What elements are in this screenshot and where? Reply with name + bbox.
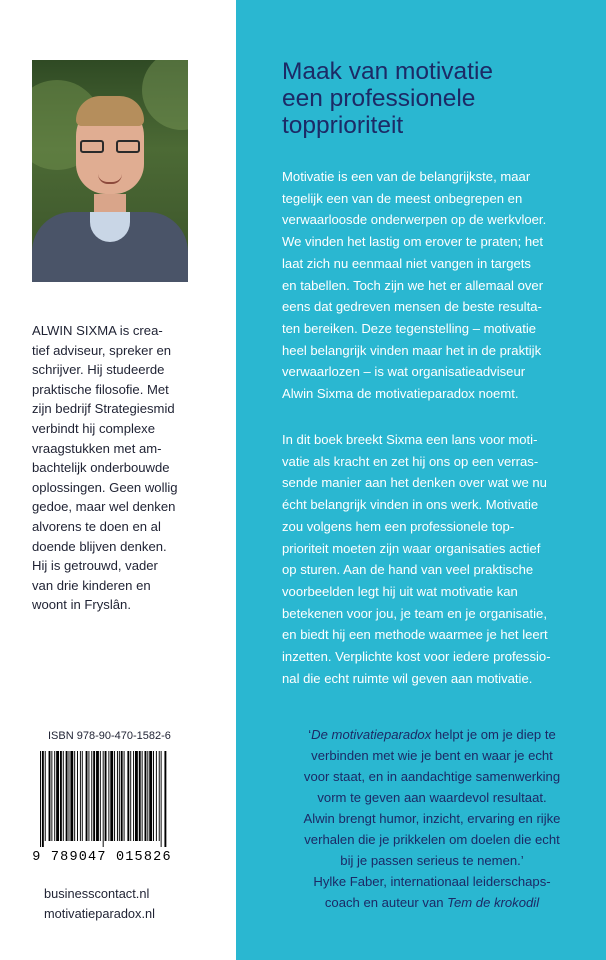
bio-line: schrijver. Hij studeerde: [32, 362, 165, 378]
bio-line: Hij is getrouwd, vader: [32, 558, 158, 574]
barcode-bar: [159, 751, 160, 841]
blurb-line: inzetten. Verplichte kost voor iedere professio-: [282, 649, 551, 665]
barcode-bar: [130, 751, 131, 841]
bio-line: verbindt hij complexe: [32, 420, 155, 436]
barcode-bar: [103, 751, 104, 847]
websites: [44, 884, 155, 924]
author-photo: [32, 60, 188, 282]
barcode-bar: [60, 751, 62, 841]
bio-line: oplossingen. Geen wollig: [32, 479, 178, 495]
barcode-bar: [110, 751, 113, 841]
barcode-bar: [108, 751, 109, 841]
bio-line: ALWIN SIXMA is crea-: [32, 323, 163, 338]
title-line: topprioriteit: [282, 112, 404, 139]
barcode-bar: [135, 751, 138, 841]
barcode-bar: [77, 751, 78, 841]
title-line: een professionele: [282, 85, 476, 112]
blurb-line: ten bereiken. Deze tegenstelling – motivatie: [282, 320, 537, 336]
blurb-line: zou volgens hem een professionele top-: [282, 518, 515, 534]
quote-line: verhalen die je prikkelen om doelen die echt: [304, 832, 560, 847]
barcode-bar: [149, 751, 152, 841]
barcode-bar: [119, 751, 120, 841]
barcode-bar: [114, 751, 115, 841]
blurb-line: prioriteit moeten zijn waar organisaties actief: [282, 540, 541, 556]
barcode-bar: [93, 751, 95, 841]
barcode-bar: [56, 751, 59, 841]
bio-line: tief adviseur, spreker en: [32, 342, 172, 358]
barcode-bar: [40, 751, 41, 847]
blurb-line: Motivatie is een van de belangrijkste, maar: [282, 169, 531, 184]
quote-line: vorm te geven aan waardevol resultaat.: [317, 790, 547, 805]
blurb-line: sende manier aan het denken over wat we nu: [282, 475, 547, 491]
quote-line: bij je passen serieus te nemen.’: [340, 853, 524, 868]
quote-line: [282, 724, 582, 745]
barcode-bar: [147, 751, 148, 841]
barcode-bar: [54, 751, 55, 841]
barcode: [32, 749, 172, 863]
bio-line: praktische filosofie. Met: [32, 381, 169, 397]
barcode-bar: [133, 751, 134, 841]
barcode-bar: [66, 751, 68, 841]
quote-attribution: Hylke Faber, internationaal leiderschaps-: [313, 874, 551, 889]
barcode-bar: [63, 751, 64, 841]
barcode-bar: [49, 751, 51, 841]
bio-line: alvorens te doen en al: [32, 518, 161, 534]
bio-line: zijn bedrijf Strategiesmid: [32, 401, 175, 417]
attribution-prefix: coach en auteur van: [324, 895, 448, 910]
blurb-line: verwaarlozen – is wat organisatieadviseur: [282, 364, 526, 380]
blurb-line: verwaarloosde onderwerpen op de werkvloer.: [282, 212, 547, 228]
barcode-bar: [74, 751, 75, 841]
blurb-paragraph-2: [282, 429, 582, 689]
barcode-bar: [164, 751, 166, 847]
barcode-bar: [127, 751, 129, 841]
website-link[interactable]: motivatieparadox.nl: [44, 906, 155, 921]
quote-attribution: [282, 892, 582, 913]
barcode-digits: 9 789047 015826: [32, 850, 172, 863]
barcode-bar: [45, 751, 46, 841]
blurb-line: en biedt hij een methode waarmee je het leert: [282, 627, 548, 643]
attribution-book-title: Tem de krokodil: [447, 895, 540, 910]
bio-line: gedoe, maar wel denken: [32, 499, 176, 515]
blurb-line: voorbeelden legt hij uit wat motivatie kan: [282, 583, 518, 599]
back-cover-left-panel: [0, 0, 236, 960]
blurb-line: laat zich nu eenmaal niet vangen in targets: [282, 255, 531, 271]
website-link[interactable]: businesscontact.nl: [44, 886, 150, 901]
bio-line: bachtelijk onderbouwde: [32, 460, 170, 476]
blurb-line: vatie als kracht en zet hij ons op een verras-: [282, 453, 539, 469]
quote-line: Alwin brengt humor, inzicht, ervaring en rijke: [303, 811, 561, 826]
blurb-line: op sturen. Aan de hand van veel praktische: [282, 562, 534, 578]
blurb-line: heel belangrijk vinden maar het in de praktijk: [282, 342, 542, 358]
barcode-bar: [145, 751, 147, 841]
author-bio: [32, 321, 202, 615]
barcode-bar: [91, 751, 92, 841]
blurb-line: en tabellen. Toch zijn we het er allemaal over: [282, 277, 544, 293]
blurb-line: Alwin Sixma de motivatieparadox noemt.: [282, 386, 519, 402]
barcode-bar: [51, 751, 52, 841]
quote-line: voor staat, en in aandachtige samenwerking: [303, 769, 561, 784]
barcode-bar: [82, 751, 83, 841]
barcode-bar: [117, 751, 118, 841]
blurb-line: betekenen voor jou, je team en je organisatie,: [282, 605, 547, 621]
bio-line: vraagstukken met am-: [32, 440, 162, 456]
blurb-line: eens dat gedreven mensen de beste resulta-: [282, 299, 542, 315]
bio-line: doende blijven denken.: [32, 538, 167, 554]
blurb-line: écht belangrijk vinden in ons werk. Motivatie: [282, 497, 539, 513]
barcode-bar: [86, 751, 88, 841]
quote-book-title: De motivatieparadox: [311, 727, 432, 742]
quote-line: verbinden met wie je bent en waar je echt: [311, 748, 553, 763]
blurb-line: nal die echt ruimte wil geven aan motivatie.: [282, 670, 533, 686]
barcode-bar: [153, 751, 154, 841]
barcode-bar: [161, 751, 162, 847]
blurb-line: We vinden het lastig om erover te praten; het: [282, 234, 544, 250]
blurb-line: tegelijk een van de meest onbegrepen en: [282, 190, 523, 206]
barcode-bar: [139, 751, 141, 841]
barcode-bar: [100, 751, 101, 841]
barcode-bar: [124, 751, 125, 841]
blurb-paragraph-1: [282, 166, 582, 405]
barcode-bar: [80, 751, 81, 841]
barcode-bar: [121, 751, 123, 841]
barcode-bar: [156, 751, 157, 841]
barcode-bar: [42, 751, 44, 847]
barcode-bar: [88, 751, 89, 841]
title-line: Maak van motivatie: [282, 58, 494, 85]
barcode-bar: [105, 751, 107, 841]
barcode-bar: [69, 751, 70, 841]
quote-open-mark: ‘: [308, 727, 312, 742]
bio-line: woont in Fryslân.: [32, 597, 131, 613]
endorsement-quote: [282, 724, 582, 913]
barcode-bar: [142, 751, 143, 841]
barcode-bar: [96, 751, 99, 841]
blurb-line: In dit boek breekt Sixma een lans voor moti-: [282, 432, 538, 447]
back-cover-title: [282, 58, 582, 139]
barcode-bar: [70, 751, 73, 841]
quote-line-rest: helpt je om je diep te: [431, 727, 556, 742]
bio-line: van drie kinderen en: [32, 577, 151, 593]
isbn-label: ISBN 978-90-470-1582-6: [48, 730, 171, 742]
